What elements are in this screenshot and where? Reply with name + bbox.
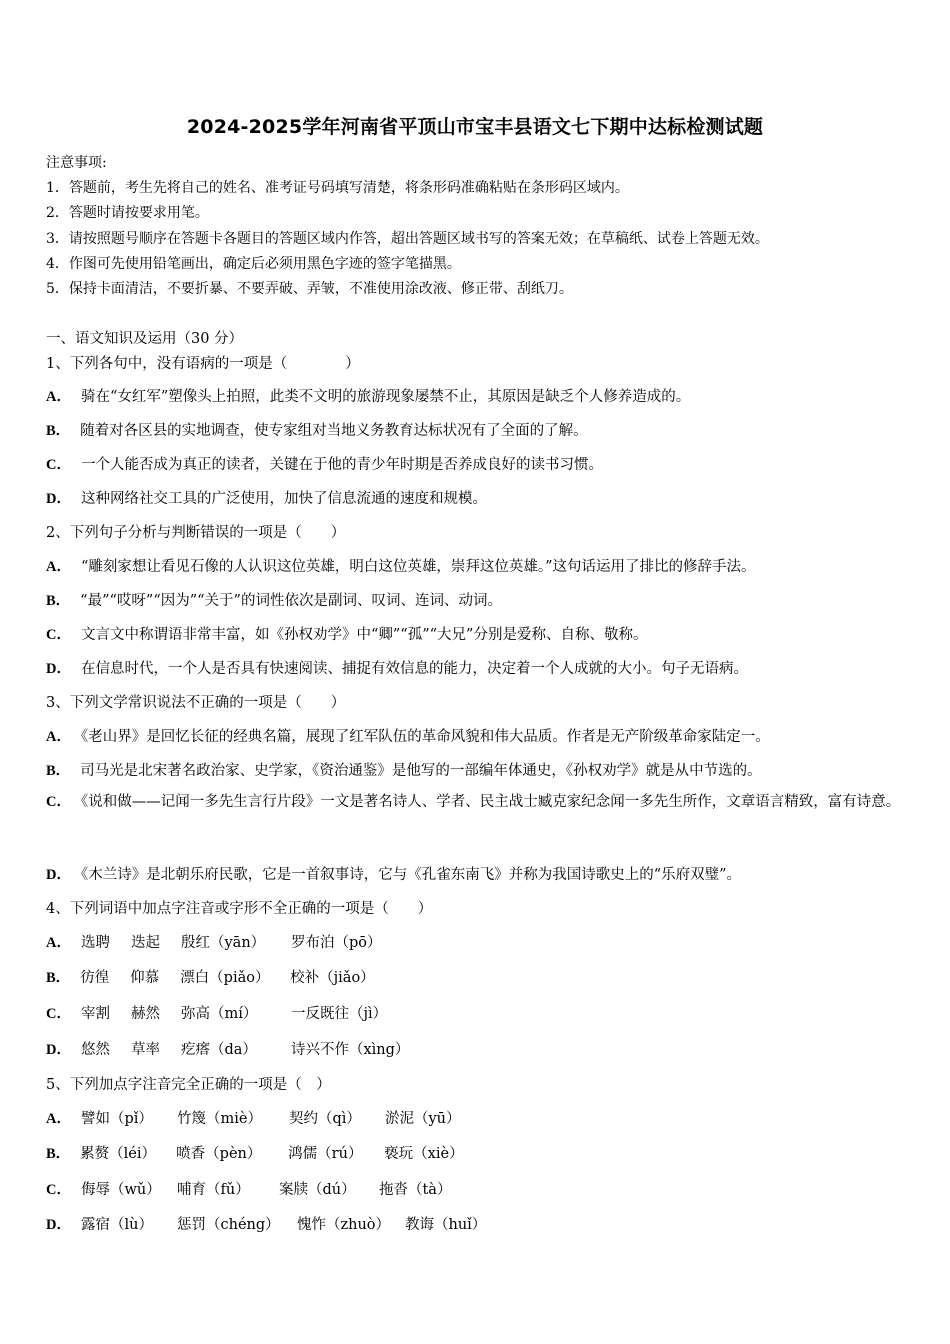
q1-option-c bbox=[46, 453, 603, 474]
option-label: C． bbox=[46, 794, 71, 810]
option-label: A． bbox=[46, 1111, 71, 1127]
word: 愧怍（zhuò） bbox=[296, 1217, 391, 1233]
word: 殷红（yān） bbox=[180, 935, 266, 951]
word: 竹篾（miè） bbox=[176, 1111, 262, 1127]
q1-option-d bbox=[46, 487, 487, 508]
notice-heading: 注意事项: bbox=[46, 155, 107, 171]
option-label: A． bbox=[46, 559, 71, 575]
q4-option-a bbox=[46, 931, 382, 952]
word: 疙瘩（da） bbox=[180, 1042, 257, 1058]
word: 淤泥（yū） bbox=[384, 1111, 461, 1127]
option-label: B． bbox=[46, 1146, 71, 1162]
option-text: 骑在“女红军”塑像头上拍照，此类不文明的旅游现象屡禁不止，其原因是缺乏个人修养造成的。 bbox=[80, 389, 691, 405]
option-label: B． bbox=[46, 423, 71, 439]
option-label: A． bbox=[46, 729, 71, 745]
q4-option-b bbox=[46, 966, 375, 987]
q2-option-a bbox=[46, 555, 756, 576]
q5-option-a bbox=[46, 1107, 461, 1128]
word: 案牍（dú） bbox=[278, 1182, 356, 1198]
option-text: “最”“哎呀”“因为”“关于”的词性依次是副词、叹词、连词、动词。 bbox=[80, 593, 502, 609]
question-5-stem: 5、下列加点字注音完全正确的一项是（ ） bbox=[46, 1077, 331, 1093]
option-text: 司马光是北宋著名政治家、史学家，《资治通鉴》是他写的一部编年体通史，《孙权劝学》就是从中节选的。 bbox=[80, 763, 762, 779]
option-label: C． bbox=[46, 1006, 71, 1022]
option-label: B． bbox=[46, 763, 71, 779]
option-text: 《木兰诗》是北朝乐府民歌，它是一首叙事诗，它与《孔雀东南飞》并称为我国诗歌史上的“乐府双璧”。 bbox=[80, 867, 742, 883]
word: 宰割 bbox=[80, 1006, 110, 1022]
option-label: B． bbox=[46, 970, 71, 986]
word: 契约（qì） bbox=[288, 1111, 361, 1127]
question-4-stem: 4、下列词语中加点字注音或字形不全正确的一项是（ ） bbox=[46, 901, 433, 917]
question-2-stem: 2、下列句子分析与判断错误的一项是（ ） bbox=[46, 525, 346, 541]
notice-item: 1．答题前，考生先将自己的姓名、准考证号码填写清楚，将条形码准确粘贴在条形码区域内。 bbox=[46, 180, 629, 196]
option-text: 《说和做——记闻一多先生言行片段》一文是著名诗人、学者、民主战士臧克家纪念闻一多先生所作，文章语言精致，富有诗意。 bbox=[80, 794, 901, 810]
q3-option-d bbox=[46, 863, 741, 884]
word: 喷香（pèn） bbox=[176, 1146, 262, 1162]
notice-item: 5．保持卡面清洁，不要折暴、不要弄破、弄皱，不准使用涂改液、修正带、刮纸刀。 bbox=[46, 281, 573, 297]
option-label: A． bbox=[46, 389, 71, 405]
q5-option-b bbox=[46, 1142, 464, 1163]
word: 仰慕 bbox=[130, 970, 160, 986]
option-label: D． bbox=[46, 867, 71, 883]
option-label: D． bbox=[46, 661, 71, 677]
option-text: “雕刻家想让看见石像的人认识这位英雄，明白这位英雄，崇拜这位英雄。”这句话运用了排比的修辞手法。 bbox=[80, 559, 756, 575]
word: 诗兴不作（xìng） bbox=[290, 1042, 410, 1058]
q2-option-c bbox=[46, 623, 647, 644]
option-text: 这种网络社交工具的广泛使用，加快了信息流通的速度和规模。 bbox=[80, 491, 487, 507]
option-label: C． bbox=[46, 1182, 71, 1198]
word: 罗布泊（pō） bbox=[290, 935, 382, 951]
q5-option-d bbox=[46, 1213, 486, 1234]
q1-option-b bbox=[46, 419, 588, 440]
word: 漂白（piǎo） bbox=[180, 970, 270, 986]
option-text: 在信息时代，一个人是否具有快速阅读、捕捉有效信息的能力，决定着一个人成就的大小。句子无语病。 bbox=[80, 661, 748, 677]
option-text: 文言文中称谓语非常丰富，如《孙权劝学》中“卿”“孤”“大兄”分别是爱称、自称、敬称。 bbox=[80, 627, 648, 643]
notice-item: 3．请按照题号顺序在答题卡各题目的答题区域内作答，超出答题区域书写的答案无效；在草稿纸、试卷上答题无效。 bbox=[46, 231, 769, 247]
q5-option-c bbox=[46, 1178, 451, 1199]
q2-option-b bbox=[46, 589, 502, 610]
q3-option-b bbox=[46, 759, 762, 780]
word: 累赘（léi） bbox=[80, 1146, 157, 1162]
notice-item: 2．答题时请按要求用笔。 bbox=[46, 205, 209, 221]
q3-option-a bbox=[46, 725, 770, 746]
option-label: D． bbox=[46, 1042, 71, 1058]
word: 校补（jiǎo） bbox=[290, 970, 375, 986]
question-1-stem: 1、下列各句中，没有语病的一项是（ ） bbox=[46, 356, 360, 372]
page-title: 2024-2025学年河南省平顶山市宝丰县语文七下期中达标检测试题 bbox=[186, 116, 764, 138]
option-label: C． bbox=[46, 457, 71, 473]
word: 选聘 bbox=[80, 935, 110, 951]
word: 拖沓（tà） bbox=[378, 1182, 452, 1198]
word: 赫然 bbox=[130, 1006, 160, 1022]
word: 彷徨 bbox=[80, 970, 110, 986]
word: 一反既往（jì） bbox=[290, 1006, 388, 1022]
word: 鸿儒（rú） bbox=[288, 1146, 363, 1162]
q4-option-c bbox=[46, 1002, 387, 1023]
word: 惩罚（chéng） bbox=[176, 1217, 280, 1233]
q4-option-d bbox=[46, 1038, 409, 1059]
option-text: 随着对各区县的实地调查，使专家组对当地义务教育达标状况有了全面的了解。 bbox=[80, 423, 588, 439]
word: 露宿（lù） bbox=[80, 1217, 153, 1233]
option-label: D． bbox=[46, 491, 71, 507]
word: 侮辱（wǔ） bbox=[80, 1182, 161, 1198]
word: 迭起 bbox=[130, 935, 160, 951]
word: 教诲（huǐ） bbox=[404, 1217, 487, 1233]
notice-item: 4．作图可先使用铅笔画出，确定后必须用黑色字迹的签字笔描黑。 bbox=[46, 256, 461, 272]
q2-option-d bbox=[46, 657, 748, 678]
option-label: C． bbox=[46, 627, 71, 643]
word: 譬如（pǐ） bbox=[80, 1111, 153, 1127]
word: 哺育（fǔ） bbox=[176, 1182, 250, 1198]
word: 草率 bbox=[130, 1042, 160, 1058]
option-text: 《老山界》是回忆长征的经典名篇，展现了红军队伍的革命风貌和伟大品质。作者是无产阶级革命家陆定一。 bbox=[80, 729, 770, 745]
question-3-stem: 3、下列文学常识说法不正确的一项是（ ） bbox=[46, 695, 346, 711]
word: 弥高（mí） bbox=[180, 1006, 258, 1022]
option-label: B． bbox=[46, 593, 71, 609]
q1-option-a bbox=[46, 385, 690, 406]
option-text: 一个人能否成为真正的读者，关键在于他的青少年时期是否养成良好的读书习惯。 bbox=[80, 457, 603, 473]
option-label: A． bbox=[46, 935, 71, 951]
q3-option-c bbox=[46, 785, 916, 819]
section-heading: 一、语文知识及运用（30 分） bbox=[46, 331, 244, 347]
word: 悠然 bbox=[80, 1042, 110, 1058]
word: 亵玩（xiè） bbox=[384, 1146, 464, 1162]
option-label: D． bbox=[46, 1217, 71, 1233]
